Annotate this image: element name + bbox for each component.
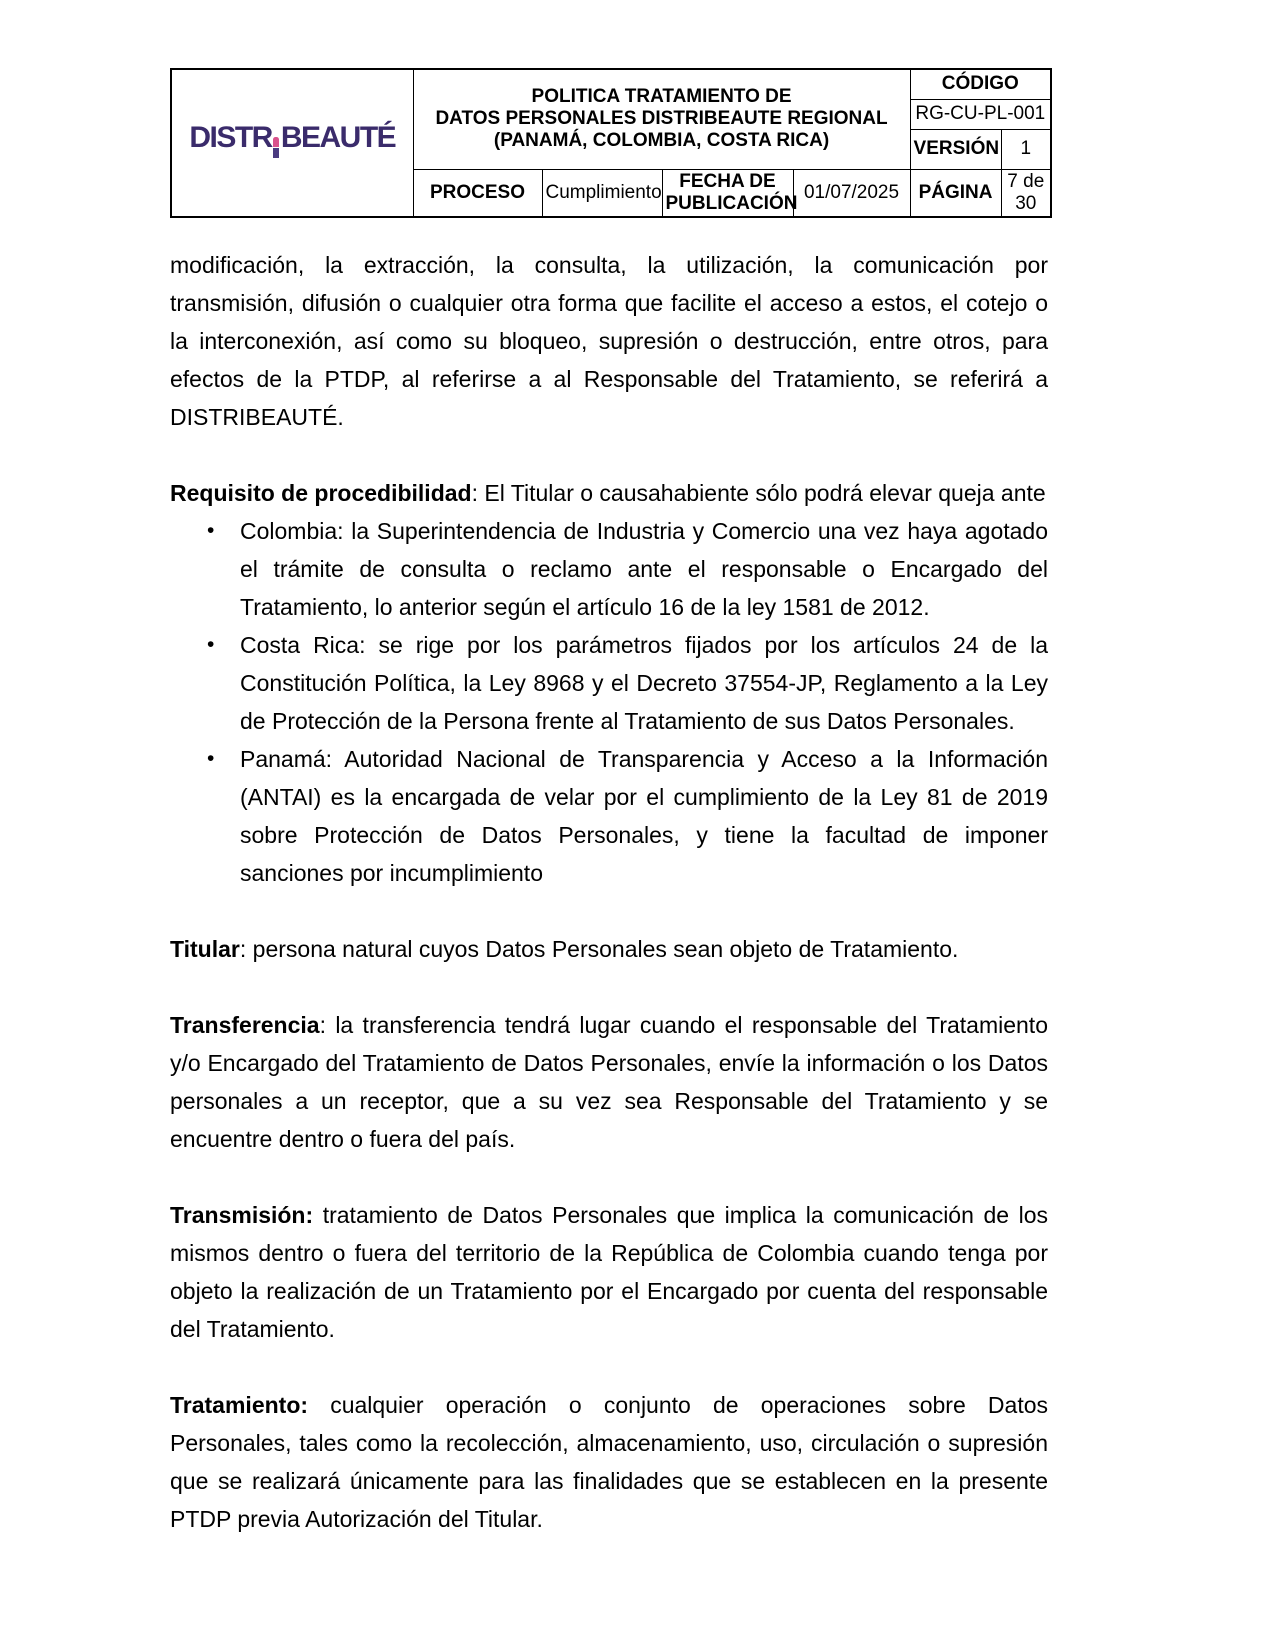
version-label: VERSIÓN	[910, 129, 1001, 169]
document-title	[413, 69, 910, 169]
list-item-colombia	[170, 512, 1048, 626]
paragraph-transmision	[170, 1196, 1048, 1348]
proceso-value: Cumplimiento	[542, 169, 662, 217]
bullet-icon: •	[207, 633, 215, 656]
logo-text-post: BEAUTÉ	[280, 121, 396, 155]
bullet-text-costa-rica: Costa Rica: se rige por los parámetros fijados por los artículos 24 de la Constitución Política, la Ley 8968 y el Decreto 37554-JP, Reglamento a la Ley de Protección de la Persona frente al Tratamiento de sus Datos Personales.	[240, 632, 1048, 734]
version-value: 1	[1001, 129, 1051, 169]
pagina-value: 7 de 30	[1001, 169, 1051, 217]
paragraph-requisito	[170, 474, 1048, 512]
title-line-2: DATOS PERSONALES DISTRIBEAUTE REGIONAL	[435, 108, 888, 130]
codigo-label: CÓDIGO	[910, 69, 1051, 99]
text-transmision: tratamiento de Datos Personales que implica la comunicación de los mismos dentro o fuera del territorio de la República de Colombia cuando tenga por objeto la realización de un Tratamiento por el Encargado por cuenta del responsable del Tratamiento.	[170, 1202, 1048, 1342]
title-line-1: POLITICA TRATAMIENTO DE	[531, 86, 792, 108]
paragraph-titular	[170, 930, 1048, 968]
text-titular: : persona natural cuyos Datos Personales sean objeto de Tratamiento.	[239, 936, 959, 962]
lipstick-icon	[273, 137, 279, 158]
codigo-value: RG-CU-PL-001	[910, 99, 1051, 129]
term-transmision: Transmisión:	[170, 1202, 314, 1228]
paragraph-transferencia	[170, 1006, 1048, 1158]
bullet-text-panama: Panamá: Autoridad Nacional de Transparencia y Acceso a la Información (ANTAI) es la encargada de velar por el cumplimiento de la Ley 81 de 2019 sobre Protección de Datos Personales, y tiene la facultad de imponer sanciones por incumplimiento	[240, 746, 1048, 886]
text-transferencia: : la transferencia tendrá lugar cuando el responsable del Tratamiento y/o Encargado del Tratamiento de Datos Personales, envíe la información o los Datos personales a un receptor, que a su vez sea Responsable del Tratamiento y se encuentre dentro o fuera del país.	[170, 1012, 1048, 1152]
logo-text-pre: DISTR	[189, 121, 272, 155]
paragraph-intro: modificación, la extracción, la consulta, la utilización, la comunicación por transmisión, difusión o cualquier otra forma que facilite el acceso a estos, el cotejo o la interconexión, así como su bloqueo, supresión o destrucción, entre otros, para efectos de la PTDP, al referirse a al Responsable del Tratamiento, se referirá a DISTRIBEAUTÉ.	[170, 252, 1048, 430]
logo-cell	[171, 69, 413, 217]
list-item-costa-rica	[170, 626, 1048, 740]
term-tratamiento: Tratamiento:	[170, 1392, 309, 1418]
text-requisito: : El Titular o causahabiente sólo podrá elevar queja ante	[471, 480, 1046, 506]
title-line-3: (PANAMÁ, COLOMBIA, COSTA RICA)	[493, 130, 830, 152]
text-tratamiento: cualquier operación o conjunto de operaciones sobre Datos Personales, tales como la recolección, almacenamiento, uso, circulación o supresión que se realizará únicamente para las finalidades que se establecen en la presente PTDP previa Autorización del Titular.	[170, 1392, 1048, 1532]
term-titular: Titular	[170, 936, 240, 962]
term-requisito: Requisito de procedibilidad	[170, 480, 472, 506]
fecha-publicacion-value: 01/07/2025	[793, 169, 910, 217]
fecha-publicacion-label: FECHA DE PUBLICACIÓN	[662, 169, 793, 217]
bullet-icon: •	[207, 747, 215, 770]
bullet-icon: •	[207, 519, 215, 542]
header-table	[170, 68, 1052, 218]
authority-bullet-list	[170, 512, 1048, 892]
distribeaute-logo	[175, 121, 410, 158]
paragraph-tratamiento	[170, 1386, 1048, 1538]
list-item-panama	[170, 740, 1048, 892]
lipstick-tip	[273, 137, 279, 147]
bullet-text-colombia: Colombia: la Superintendencia de Industria y Comercio una vez haya agotado el trámite de consulta o reclamo ante el responsable o Encargado del Tratamiento, lo anterior según el artículo 16 de la ley 1581 de 2012.	[240, 518, 1048, 620]
lipstick-base	[273, 148, 279, 158]
proceso-label: PROCESO	[413, 169, 542, 217]
document-body	[170, 246, 1048, 1576]
term-transferencia: Transferencia	[170, 1012, 320, 1038]
pagina-label: PÁGINA	[910, 169, 1001, 217]
